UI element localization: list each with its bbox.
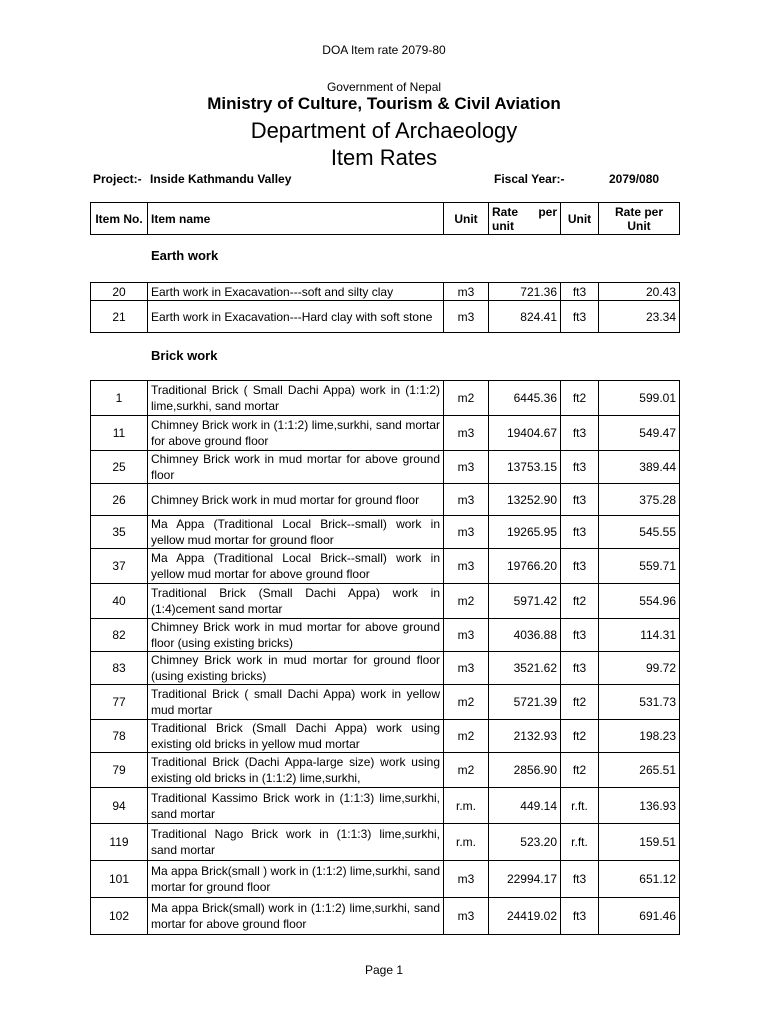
unit-cell: m3 <box>444 416 489 451</box>
table-row <box>91 584 680 619</box>
item-name-cell: Earth work in Exacavation---soft and silty clay <box>148 283 444 301</box>
item-no-cell: 82 <box>91 619 148 652</box>
rate2-cell: 114.31 <box>599 619 680 652</box>
table-row <box>91 753 680 788</box>
item-name-cell: Ma Appa (Traditional Local Brick--small) work in yellow mud mortar for above ground floor <box>148 549 444 584</box>
rate-cell: 721.36 <box>489 283 561 301</box>
unit2-cell: ft3 <box>561 484 599 516</box>
rate2-cell: 599.01 <box>599 381 680 416</box>
unit2-cell: ft3 <box>561 516 599 549</box>
item-name-cell: Traditional Brick (Small Dachi Appa) work in (1:4)cement sand mortar <box>148 584 444 619</box>
table-row <box>91 549 680 584</box>
rate-cell: 449.14 <box>489 788 561 824</box>
rate2-cell: 545.55 <box>599 516 680 549</box>
item-name-cell: Traditional Brick ( small Dachi Appa) work in yellow mud mortar <box>148 685 444 720</box>
rate2-cell: 265.51 <box>599 753 680 788</box>
item-no-cell: 21 <box>91 301 148 333</box>
rate2-cell: 559.71 <box>599 549 680 584</box>
header-rate-per-unit: Rate per unit <box>489 203 561 235</box>
item-name-cell: Chimney Brick work in mud mortar for ground floor (using existing bricks) <box>148 652 444 685</box>
earth-work-table <box>90 282 680 333</box>
fiscal-year-label: Fiscal Year:- <box>494 172 565 186</box>
rate-cell: 523.20 <box>489 824 561 861</box>
item-no-cell: 94 <box>91 788 148 824</box>
column-header-table <box>90 202 680 235</box>
header-rate-per-unit-2: Rate per Unit <box>599 203 680 235</box>
item-name-cell: Traditional Nago Brick work in (1:1:3) lime,surkhi, sand mortar <box>148 824 444 861</box>
header-item-name: Item name <box>148 203 444 235</box>
table-row <box>91 451 680 484</box>
rate-cell: 19265.95 <box>489 516 561 549</box>
unit2-cell: ft3 <box>561 549 599 584</box>
rate-cell: 3521.62 <box>489 652 561 685</box>
government-line: Government of Nepal <box>326 80 442 94</box>
table-row <box>91 516 680 549</box>
rate2-cell: 99.72 <box>599 652 680 685</box>
item-name-cell: Chimney Brick work in mud mortar for ground floor <box>148 484 444 516</box>
unit-cell: m3 <box>444 301 489 333</box>
item-name-cell: Traditional Brick (Dachi Appa-large size) work using existing old bricks in (1:1:2) lime,surkhi, <box>148 753 444 788</box>
unit-cell: m2 <box>444 720 489 753</box>
table-row <box>91 720 680 753</box>
item-name-cell: Traditional Kassimo Brick work in (1:1:3) lime,surkhi, sand mortar <box>148 788 444 824</box>
page-title: Item Rates <box>330 145 438 170</box>
brick-work-table <box>90 380 680 935</box>
unit-cell: m2 <box>444 381 489 416</box>
item-name-cell: Ma appa Brick(small ) work in (1:1:2) lime,surkhi, sand mortar for ground floor <box>148 861 444 898</box>
rate2-cell: 375.28 <box>599 484 680 516</box>
unit-cell: m3 <box>444 898 489 935</box>
item-no-cell: 83 <box>91 652 148 685</box>
table-row <box>91 861 680 898</box>
unit-cell: m3 <box>444 549 489 584</box>
unit2-cell: ft3 <box>561 451 599 484</box>
item-name-cell: Chimney Brick work in mud mortar for above ground floor <box>148 451 444 484</box>
rate2-cell: 651.12 <box>599 861 680 898</box>
rate-cell: 6445.36 <box>489 381 561 416</box>
department-title: Department of Archaeology <box>250 118 518 143</box>
table-row <box>91 685 680 720</box>
ministry-title: Ministry of Culture, Tourism & Civil Aviation <box>207 94 561 113</box>
table-row <box>91 283 680 301</box>
unit2-cell: ft3 <box>561 652 599 685</box>
unit2-cell: ft3 <box>561 619 599 652</box>
item-no-cell: 77 <box>91 685 148 720</box>
unit-cell: m3 <box>444 484 489 516</box>
unit-cell: m2 <box>444 584 489 619</box>
item-no-cell: 25 <box>91 451 148 484</box>
item-no-cell: 26 <box>91 484 148 516</box>
unit-cell: m3 <box>444 619 489 652</box>
page-number: Page 1 <box>364 963 404 977</box>
rate2-cell: 389.44 <box>599 451 680 484</box>
table-row <box>91 416 680 451</box>
unit-cell: m3 <box>444 516 489 549</box>
unit2-cell: r.ft. <box>561 824 599 861</box>
unit2-cell: ft3 <box>561 861 599 898</box>
rate2-cell: 549.47 <box>599 416 680 451</box>
rate2-cell: 531.73 <box>599 685 680 720</box>
item-no-cell: 11 <box>91 416 148 451</box>
rate-cell: 824.41 <box>489 301 561 333</box>
rate-cell: 5971.42 <box>489 584 561 619</box>
rate-cell: 19766.20 <box>489 549 561 584</box>
table-row <box>91 381 680 416</box>
item-name-cell: Traditional Brick (Small Dachi Appa) work using existing old bricks in yellow mud mortar <box>148 720 444 753</box>
rate-cell: 4036.88 <box>489 619 561 652</box>
unit-cell: m3 <box>444 283 489 301</box>
item-no-cell: 1 <box>91 381 148 416</box>
unit-cell: r.m. <box>444 824 489 861</box>
rate-cell: 19404.67 <box>489 416 561 451</box>
unit2-cell: ft3 <box>561 898 599 935</box>
rate-cell: 24419.02 <box>489 898 561 935</box>
item-no-cell: 101 <box>91 861 148 898</box>
rate2-cell: 691.46 <box>599 898 680 935</box>
rate-cell: 5721.39 <box>489 685 561 720</box>
header-unit: Unit <box>444 203 489 235</box>
item-no-cell: 102 <box>91 898 148 935</box>
rate2-cell: 159.51 <box>599 824 680 861</box>
table-row <box>91 484 680 516</box>
rate-cell: 13753.15 <box>489 451 561 484</box>
table-row <box>91 619 680 652</box>
table-row <box>91 652 680 685</box>
table-row <box>91 788 680 824</box>
unit2-cell: ft3 <box>561 283 599 301</box>
rate2-cell: 554.96 <box>599 584 680 619</box>
item-name-cell: Chimney Brick work in mud mortar for above ground floor (using existing bricks) <box>148 619 444 652</box>
unit2-cell: ft3 <box>561 416 599 451</box>
unit2-cell: ft2 <box>561 685 599 720</box>
table-row <box>91 824 680 861</box>
rate2-cell: 136.93 <box>599 788 680 824</box>
header-unit-2: Unit <box>561 203 599 235</box>
item-no-cell: 78 <box>91 720 148 753</box>
rate2-cell: 198.23 <box>599 720 680 753</box>
item-name-cell: Ma appa Brick(small) work in (1:1:2) lime,surkhi, sand mortar for above ground floor <box>148 898 444 935</box>
table-row <box>91 898 680 935</box>
rate-cell: 13252.90 <box>489 484 561 516</box>
unit2-cell: ft3 <box>561 301 599 333</box>
document-header: DOA Item rate 2079-80 <box>322 43 446 57</box>
unit-cell: m3 <box>444 652 489 685</box>
unit-cell: m3 <box>444 451 489 484</box>
item-name-cell: Chimney Brick work in (1:1:2) lime,surkhi, sand mortar for above ground floor <box>148 416 444 451</box>
unit-cell: m2 <box>444 753 489 788</box>
project-value: Inside Kathmandu Valley <box>150 172 292 186</box>
rate2-cell: 20.43 <box>599 283 680 301</box>
section-title: Earth work <box>151 248 219 263</box>
item-name-cell: Ma Appa (Traditional Local Brick--small) work in yellow mud mortar for ground floor <box>148 516 444 549</box>
item-name-cell: Earth work in Exacavation---Hard clay with soft stone <box>148 301 444 333</box>
item-name-cell: Traditional Brick ( Small Dachi Appa) work in (1:1:2) lime,surkhi, sand mortar <box>148 381 444 416</box>
item-no-cell: 79 <box>91 753 148 788</box>
unit-cell: r.m. <box>444 788 489 824</box>
unit-cell: m2 <box>444 685 489 720</box>
unit-cell: m3 <box>444 861 489 898</box>
item-no-cell: 35 <box>91 516 148 549</box>
item-no-cell: 20 <box>91 283 148 301</box>
item-no-cell: 37 <box>91 549 148 584</box>
project-label: Project:- <box>93 172 142 186</box>
header-item-no: Item No. <box>91 203 148 235</box>
fiscal-year-value: 2079/080 <box>609 172 660 186</box>
unit2-cell: ft2 <box>561 753 599 788</box>
unit2-cell: r.ft. <box>561 788 599 824</box>
unit2-cell: ft2 <box>561 584 599 619</box>
unit2-cell: ft2 <box>561 381 599 416</box>
rate-cell: 2132.93 <box>489 720 561 753</box>
unit2-cell: ft2 <box>561 720 599 753</box>
item-no-cell: 119 <box>91 824 148 861</box>
section-title: Brick work <box>151 348 218 363</box>
table-row <box>91 301 680 333</box>
rate-cell: 22994.17 <box>489 861 561 898</box>
rate2-cell: 23.34 <box>599 301 680 333</box>
rate-cell: 2856.90 <box>489 753 561 788</box>
item-no-cell: 40 <box>91 584 148 619</box>
